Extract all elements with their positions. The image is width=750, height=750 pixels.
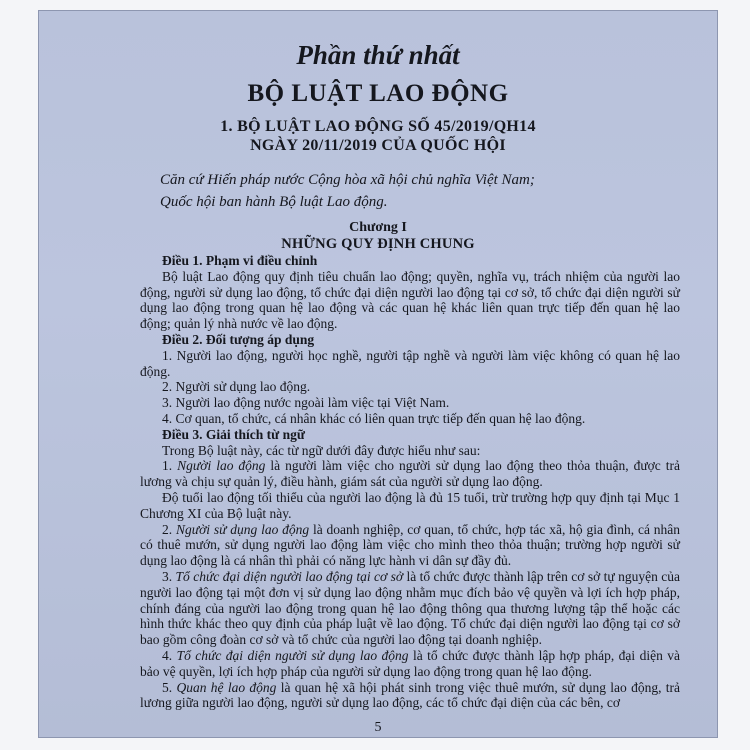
book-page — [38, 10, 718, 738]
definition-number: 3. — [162, 568, 176, 584]
definition-term: Quan hệ lao động — [176, 679, 277, 695]
article-3-intro: Trong Bộ luật này, các từ ngữ dưới đây được hiểu như sau: — [162, 442, 481, 458]
part-label: Phần thứ nhất — [296, 40, 460, 70]
article-1-heading: Điều 1. Phạm vi điều chỉnh — [162, 253, 318, 268]
definition-term: Tổ chức đại diện người lao động tại cơ sở — [175, 568, 404, 584]
subtitle-line-1: 1. BỘ LUẬT LAO ĐỘNG SỐ 45/2019/QH14 — [220, 118, 536, 135]
preamble-line-2: Quốc hội ban hành Bộ luật Lao động. — [160, 194, 388, 210]
article-1-text: Bộ luật Lao động quy định tiêu chuẩn lao động; quyền, nghĩa vụ, trách nhiệm của người lao động, người sử dụng lao động, tổ chức đại diện người lao động tại cơ sở, tổ chức đại diện người sử dụng lao động trong quan hệ lao động và các quan hệ khác liên quan trực tiếp đến quan hệ lao động; quản lý nhà nước về lao động. — [140, 268, 680, 332]
body-text — [140, 253, 680, 711]
definition-number: 4. — [162, 647, 177, 663]
definition-text: là doanh nghiệp, cơ quan, tổ chức, hợp tác xã, hộ gia đình, cá nhân có thuê mướn, sử dụng người lao động làm việc cho mình theo thỏa thuận; trường hợp người sử dụng lao động là cá nhân thì phải có năng lực hành vi dân sự đầy đủ. — [140, 521, 680, 569]
article-2-item: 4. Cơ quan, tổ chức, cá nhân khác có liên quan trực tiếp đến quan hệ lao động. — [162, 410, 586, 426]
page-number: 5 — [374, 720, 382, 735]
article-2-item: 1. Người lao động, người học nghề, người tập nghề và người làm việc không có quan hệ lao động. — [140, 347, 680, 379]
definition-text: là người làm việc cho người sử dụng lao động theo thỏa thuận, được trả lương và chịu sự quản lý, điều hành, giám sát của người sử dụng lao động. — [140, 458, 681, 490]
article-2-heading: Điều 2. Đối tượng áp dụng — [162, 331, 315, 347]
definition-2 — [140, 522, 680, 569]
definition-1-extra: Độ tuổi lao động tối thiểu của người lao động là đủ 15 tuổi, trừ trường hợp quy định tại Mục 1 Chương XI của Bộ luật này. — [140, 489, 680, 521]
preamble-line-1: Căn cứ Hiến pháp nước Cộng hòa xã hội chủ nghĩa Việt Nam; — [160, 172, 535, 188]
definition-number: 1. — [162, 458, 178, 474]
definition-4 — [140, 648, 680, 680]
definition-5 — [140, 680, 680, 712]
article-3-heading: Điều 3. Giải thích từ ngữ — [162, 426, 305, 442]
law-title: BỘ LUẬT LAO ĐỘNG — [247, 80, 509, 107]
definition-term: Tổ chức đại diện người sử dụng lao động — [176, 647, 409, 663]
definition-term: Người lao động — [177, 458, 266, 474]
definition-text: là tổ chức được thành lập trên cơ sở tự nguyện của người lao động tại một đơn vị sử dụng lao động nhằm mục đích bảo vệ quyền và lợi ích hợp pháp, chính đáng của người lao động trong quan hệ lao động thông qua thương lượng tập thể hoặc các hình thức khác theo quy định của pháp luật về lao động. Tổ chức đại diện người lao động tại cơ sở bao gồm công đoàn cơ sở và tổ chức của người lao động tại doanh nghiệp. — [140, 568, 681, 648]
definition-1 — [140, 458, 680, 490]
definition-text: là tổ chức được thành lập hợp pháp, đại diện và bảo vệ quyền, lợi ích hợp pháp của người sử dụng lao động trong quan hệ lao động. — [140, 647, 680, 679]
definition-term: Người sử dụng lao động — [175, 521, 310, 537]
article-2-item: 3. Người lao động nước ngoài làm việc tại Việt Nam. — [162, 395, 450, 411]
chapter-number: Chương I — [349, 220, 407, 235]
chapter-name: NHỮNG QUY ĐỊNH CHUNG — [281, 236, 475, 252]
definition-number: 5. — [162, 679, 177, 695]
definition-3 — [140, 569, 680, 648]
subtitle-line-2: NGÀY 20/11/2019 CỦA QUỐC HỘI — [250, 137, 506, 154]
article-2-item: 2. Người sử dụng lao động. — [162, 379, 311, 395]
definition-number: 2. — [162, 521, 176, 537]
definition-text: là quan hệ xã hội phát sinh trong việc thuê mướn, sử dụng lao động, trả lương giữa người lao động, người sử dụng lao động, các tổ chức đại diện của các bên, cơ — [140, 679, 681, 711]
